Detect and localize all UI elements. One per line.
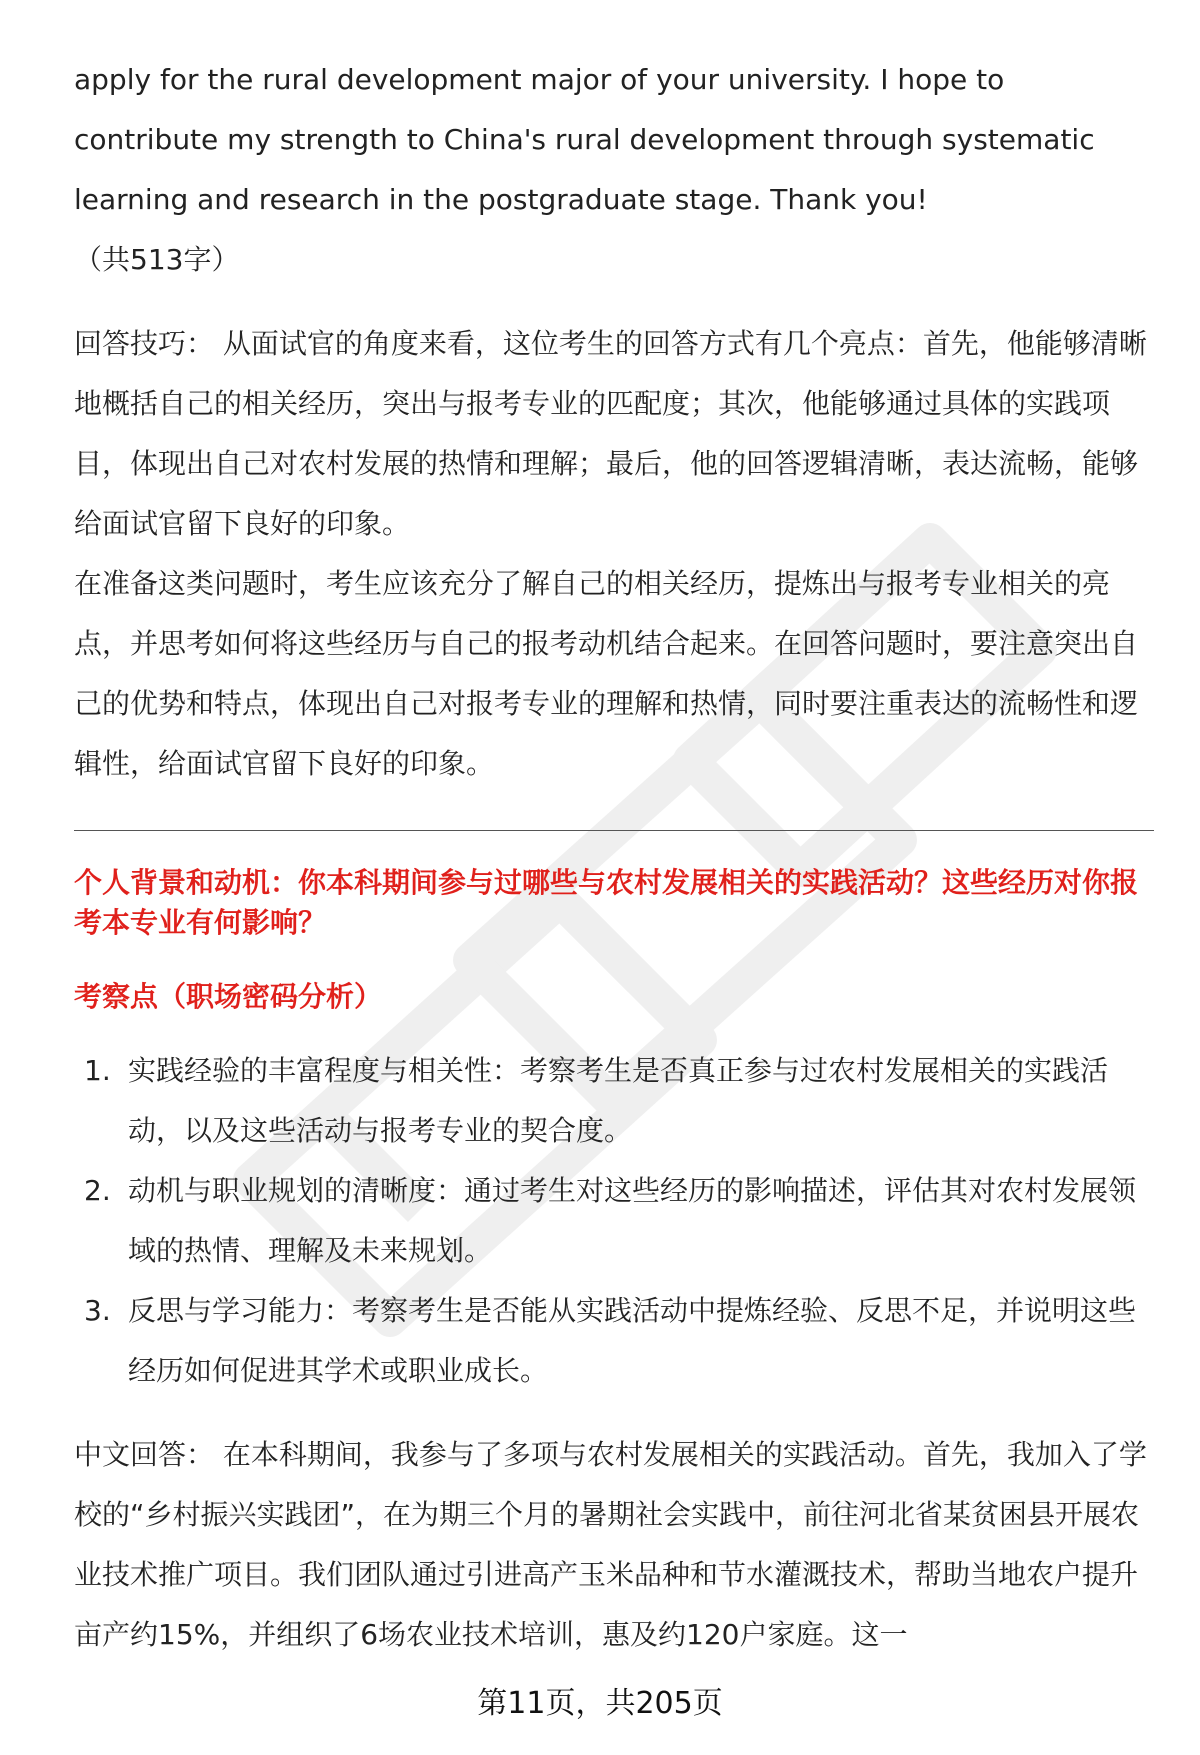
- preparation-tips-paragraph: 在准备这类问题时，考生应该充分了解自己的相关经历，提炼出与报考专业相关的亮点，并思考如何将这些经历与自己的报考动机结合起来。在回答问题时，要注意突出自己的优势和特点，体现出自己对报考专业的理解和热情，同时要注重表达的流畅性和逻辑性，给面试官留下良好的印象。: [74, 567, 1139, 780]
- list-item-text: 反思与学习能力：考察考生是否能从实践活动中提炼经验、反思不足，并说明这些经历如何促进其学术或职业成长。: [128, 1294, 1137, 1387]
- list-item-number: 2.: [84, 1174, 111, 1207]
- list-item-number: 3.: [84, 1294, 111, 1327]
- list-item: [74, 1161, 1154, 1281]
- focus-heading: 考察点（职场密码分析）: [74, 980, 383, 1013]
- intro-line-2: contribute my strength to China's rural development through systematic: [74, 123, 1095, 156]
- list-item-text: 动机与职业规划的清晰度：通过考生对这些经历的影响描述，评估其对农村发展领域的热情、理解及未来规划。: [128, 1174, 1137, 1267]
- list-item-text: 实践经验的丰富程度与相关性：考察考生是否真正参与过农村发展相关的实践活动，以及这些活动与报考专业的契合度。: [128, 1054, 1109, 1147]
- chinese-answer-paragraph: 中文回答： 在本科期间，我参与了多项与农村发展相关的实践活动。首先，我加入了学校的“乡村振兴实践团”，在为期三个月的暑期社会实践中，前往河北省某贫困县开展农业技术推广项目。我们团队通过引进高产玉米品种和节水灌溉技术，帮助当地农户提升亩产约15%，并组织了6场农业技术培训，惠及约120户家庭。这一: [74, 1438, 1147, 1651]
- question-title: 个人背景和动机：你本科期间参与过哪些与农村发展相关的实践活动？这些经历对你报考本专业有何影响？: [74, 866, 1139, 939]
- intro-line-1: apply for the rural development major of your university. I hope to: [74, 63, 1005, 96]
- answer-tips-paragraph: 回答技巧： 从面试官的角度来看，这位考生的回答方式有几个亮点：首先，他能够清晰地概括自己的相关经历，突出与报考专业的匹配度；其次，他能够通过具体的实践项目，体现出自己对农村发展的热情和理解；最后，他的回答逻辑清晰，表达流畅，能够给面试官留下良好的印象。: [74, 327, 1147, 540]
- word-count: （共513字）: [74, 243, 240, 276]
- list-item-number: 1.: [84, 1054, 111, 1087]
- page-footer: 第11页，共205页: [477, 1686, 723, 1721]
- section-divider: [74, 830, 1154, 831]
- list-item: [74, 1281, 1154, 1401]
- focus-points-list: [74, 1041, 1154, 1401]
- intro-line-3: learning and research in the postgraduate stage. Thank you!: [74, 183, 928, 216]
- list-item: [74, 1041, 1154, 1161]
- page-content: [74, 50, 1154, 1665]
